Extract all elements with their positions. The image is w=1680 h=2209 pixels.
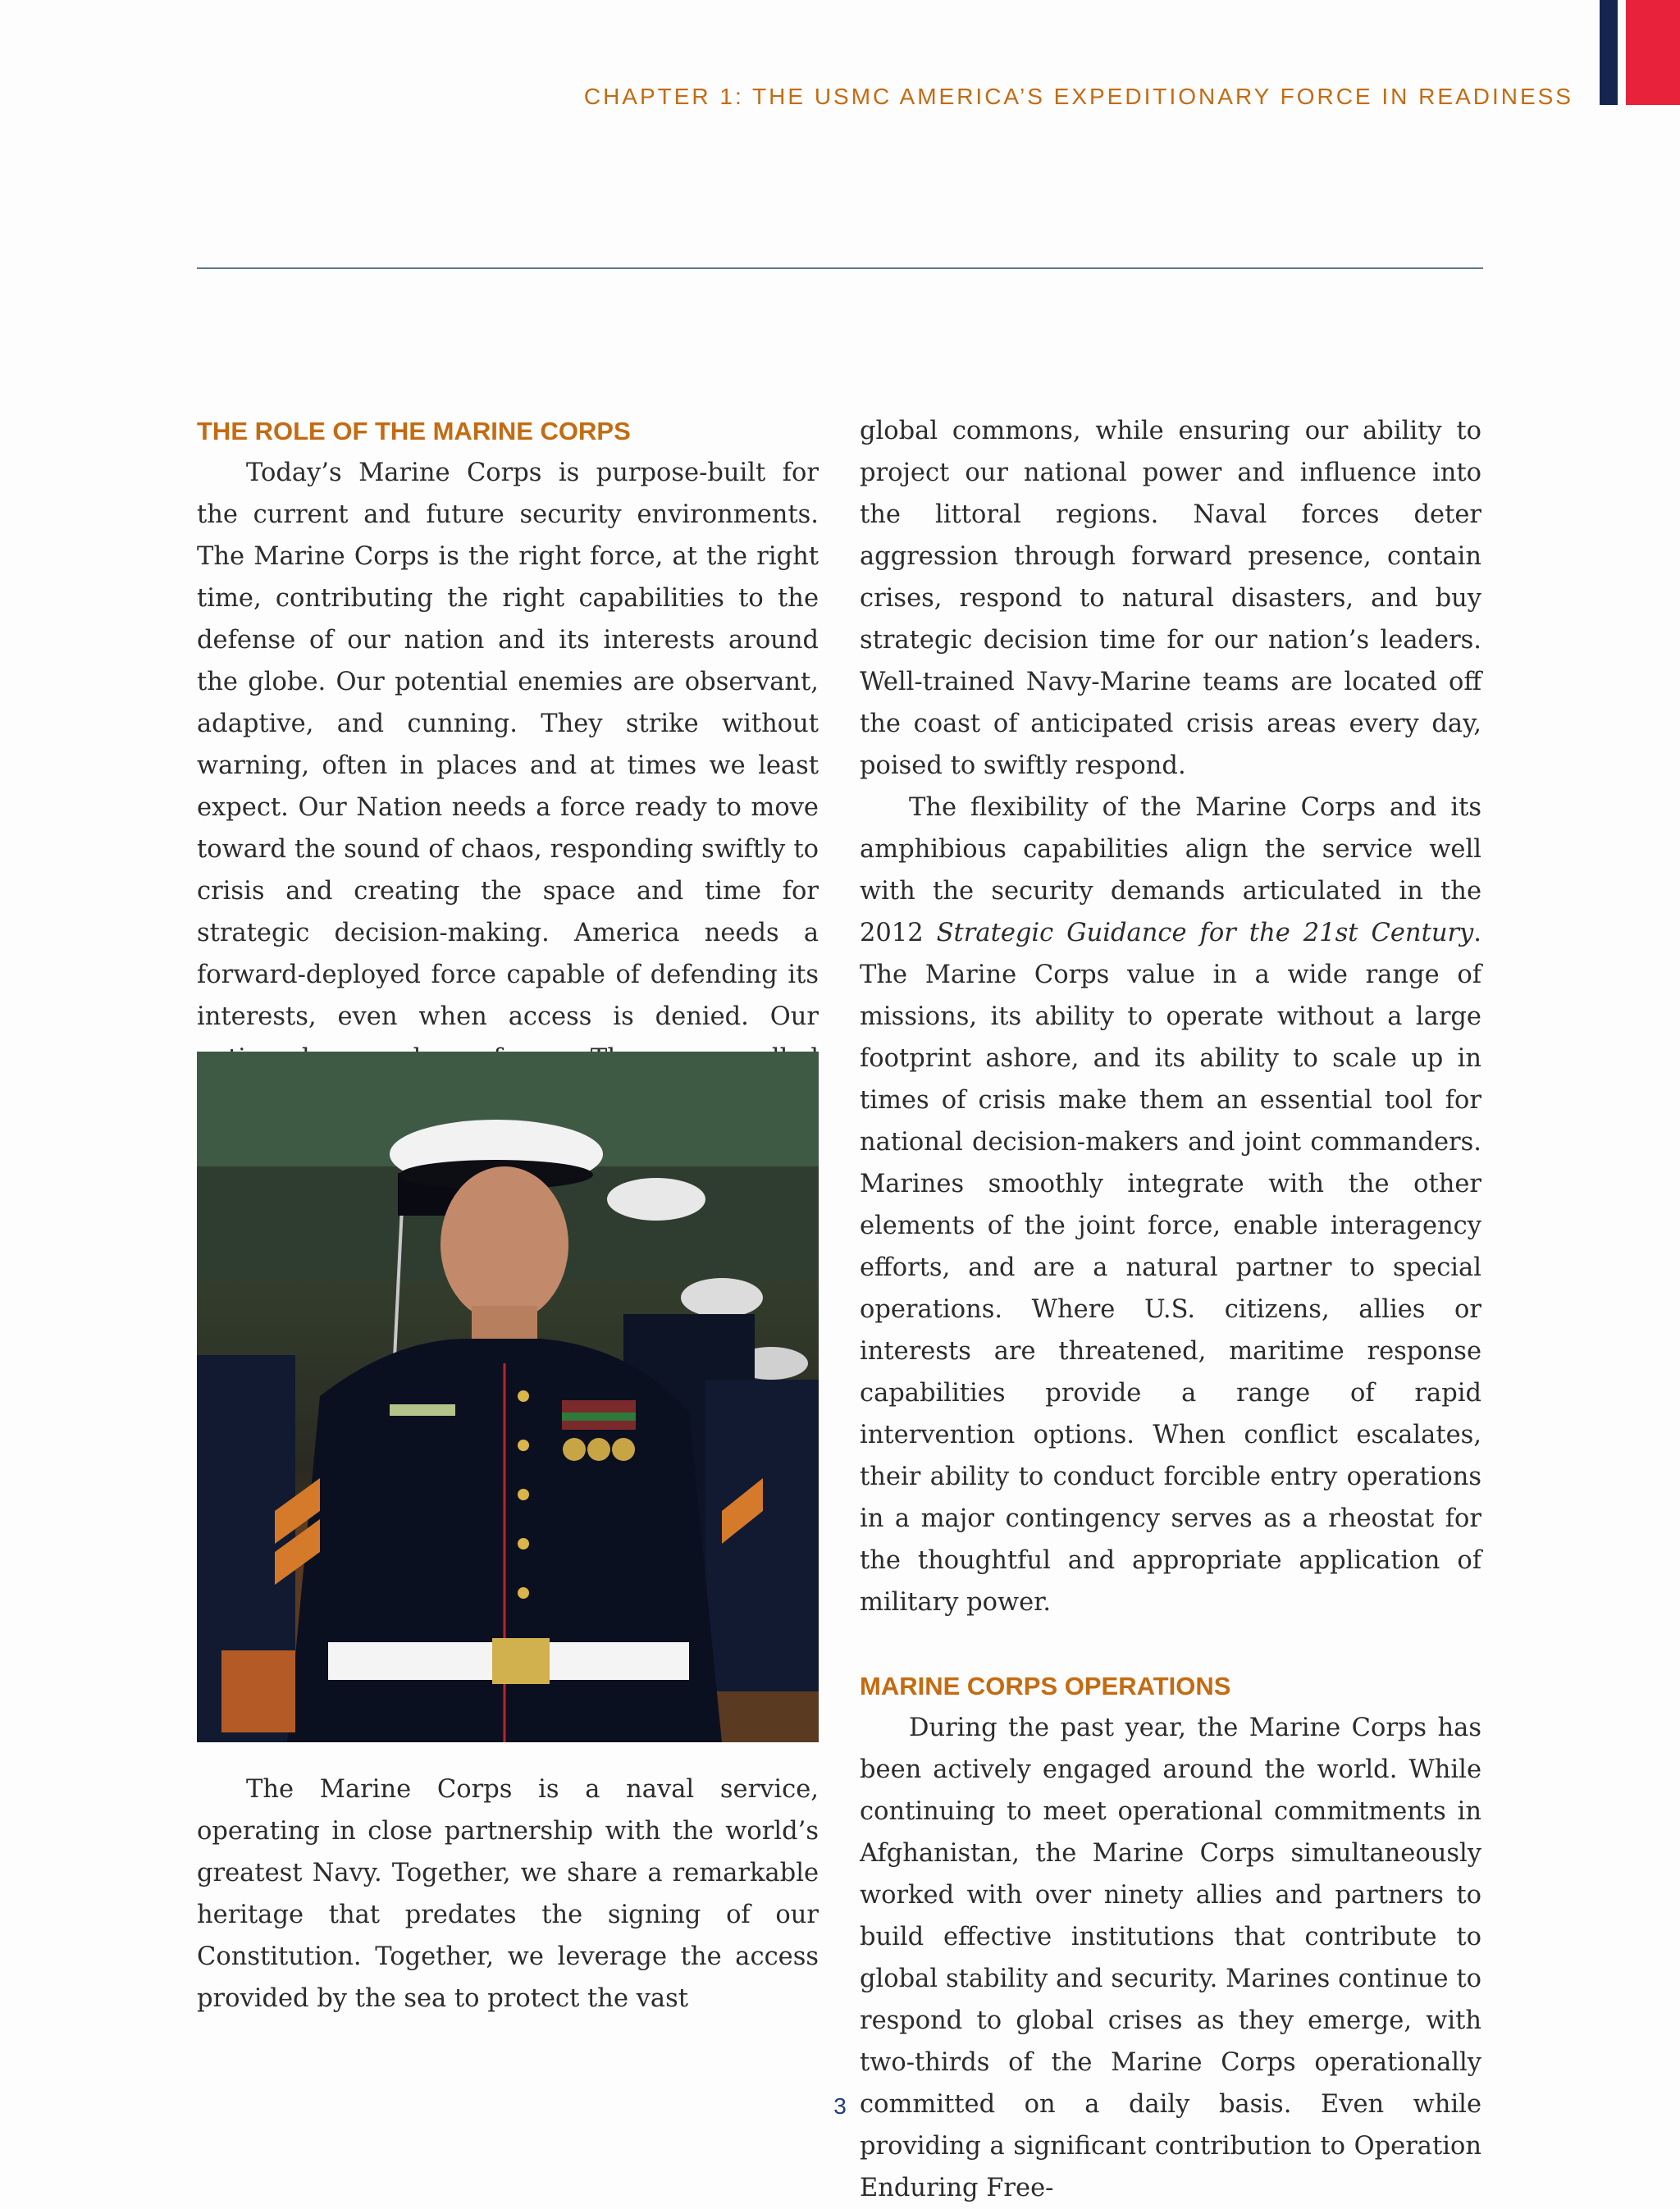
flag-stripe-white	[1618, 0, 1626, 105]
role-paragraph-2-continued: global commons, while ensuring our ability to project our national power and influence into the littoral regions. Naval forces deter aggression through forward presence, contain crises, respond to natural disasters, and buy strategic decision time for our nation’s leaders. Well-trained Navy-Marine teams are located off the coast of anticipated crisis areas every day, poised to swiftly respond.	[860, 417, 1481, 780]
right-column	[860, 410, 1481, 2209]
operations-paragraph-1: During the past year, the Marine Corps has been actively engaged around the world. While continuing to meet operational commitments in Afghanistan, the Marine Corps simultaneously worked with over ninety allies and partners to build effective institutions that contribute to global stability and security. Marines continue to respond to global crises as they emerge, with two-thirds of the Marine Corps operationally committed on a daily basis. Even while providing a significant contribution to Operation Enduring Free-	[860, 1714, 1481, 2202]
chapter-header: CHAPTER 1: THE USMC AMERICA’S EXPEDITIONARY FORCE IN READINESS	[583, 84, 1573, 109]
section-heading-operations: MARINE CORPS OPERATIONS	[860, 1672, 1231, 1700]
flag-stripe-blue	[1600, 0, 1618, 105]
left-column-bottom	[197, 1769, 819, 2020]
role-paragraph-2-start: The Marine Corps is a naval service, operating in close partnership with the world’s greatest Navy. Together, we share a remarkable heritage that predates the signing of our Constitution. Together, we leverage the access provided by the sea to protect the vast	[197, 1775, 819, 2013]
section-heading-role: THE ROLE OF THE MARINE CORPS	[197, 417, 631, 445]
header-divider	[197, 267, 1483, 269]
role-paragraph-3-text-b: . The Marine Corps value in a wide range of missions, its ability to operate without a large footprint ashore, and its ability to scale up in times of crisis make them an essential tool for national decision-makers and joint commanders. Marines smoothly integrate with the other elements of the joint force, enable interagency efforts, and are a natural partner to special operations. Where U.S. citizens, allies or interests are threatened, maritime response capabilities provide a range of rapid intervention options. When conflict escalates, their ability to conduct forcible entry operations in a major contingency serves as a rheostat for the thoughtful and appropriate application of military power.	[860, 919, 1481, 1617]
strategic-guidance-title: Strategic Guidance for the 21st Century	[936, 919, 1474, 947]
role-paragraph-3	[860, 787, 1481, 1623]
marine-dress-blues-photo	[197, 1052, 819, 1742]
marine-photo-illustration	[197, 1052, 819, 1742]
left-column-top	[197, 410, 819, 1121]
flag-stripe-red	[1626, 0, 1680, 105]
page-number: 3	[833, 2093, 847, 2119]
role-paragraph-3-text-a: The flexibility of the Marine Corps and its amphibious capabilities align the service well with the security demands articulated in the 2012	[860, 793, 1481, 947]
role-paragraph-1: Today’s Marine Corps is purpose-built for the current and future security environments. The Marine Corps is the right force, at the right time, contributing the right capabilities to the defense of our nation and its interests around the globe. Our potential enemies are observant, adaptive, and cunning. They strike without warning, often in places and at times we least expect. Our Nation needs a force ready to move toward the sound of chaos, responding swiftly to crisis and creating the space and time for strategic decision-making. America needs a forward-deployed force capable of defending its interests, even when access is denied. Our	[197, 459, 819, 1031]
